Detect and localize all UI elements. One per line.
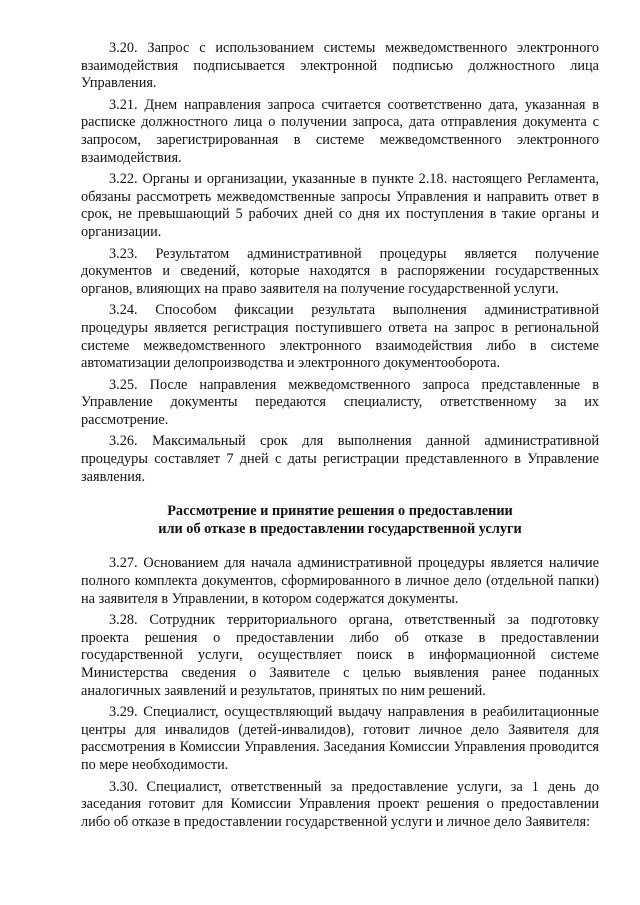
section-heading-line-2: или об отказе в предоставлении государственной услуги — [158, 520, 522, 537]
paragraph-3-28: 3.28. Сотрудник территориального органа, ответственный за подготовку проекта решения о предоставлении либо об отказе в предоставлении государственной услуги, осуществляет поиск в информационной системе Министерства сведения о Заявителе с целью выявления ранее поданных аналогичных заявлений и результатов, принятых по ним решений. — [81, 612, 599, 699]
paragraph-3-24: 3.24. Способом фиксации результата выполнения административной процедуры является регистрация поступившего ответа на запрос в региональной системе межведомственного электронного взаимодействия либо в системе автоматизации делопроизводства и электронного документооборота. — [81, 302, 599, 372]
paragraph-3-20: 3.20. Запрос с использованием системы межведомственного электронного взаимодействия подписывается электронной подписью должностного лица Управления. — [81, 40, 599, 92]
paragraph-3-23: 3.23. Результатом административной процедуры является получение документов и сведений, которые находятся в распоряжении государственных органов, влияющих на право заявителя на получение государственной услуги. — [81, 245, 599, 297]
document-body — [81, 40, 599, 835]
paragraph-3-26: 3.26. Максимальный срок для выполнения данной административной процедуры составляет 7 дней с даты регистрации представленного в Управление заявления. — [81, 433, 599, 485]
paragraph-3-27: 3.27. Основанием для начала административной процедуры является наличие полного комплекта документов, сформированного в личное дело (отдельной папки) на заявителя в Управлении, в котором содержатся документы. — [81, 555, 599, 607]
paragraph-3-22: 3.22. Органы и организации, указанные в пункте 2.18. настоящего Регламента, обязаны рассмотреть межведомственные запросы Управления и направить ответ в срок, не превышающий 5 рабочих дней со дня их поступления в такие органы и организации. — [81, 171, 599, 240]
paragraph-3-30: 3.30. Специалист, ответственный за предоставление услуги, за 1 день до заседания готовит для Комиссии Управления проект решения о предоставлении либо об отказе в предоставлении государственной услуги и личное дело Заявителя: — [81, 778, 599, 830]
paragraph-3-25: 3.25. После направления межведомственного запроса представленные в Управление документы передаются специалисту, ответственному за их рассмотрение. — [81, 376, 599, 428]
section-heading-line-1: Рассмотрение и принятие решения о предоставлении — [167, 503, 513, 520]
paragraph-3-21: 3.21. Днем направления запроса считается соответственно дата, указанная в расписке должностного лица о получении запроса, дата отправления документа с запросом, зарегистрированная в системе межведомственного электронного взаимодействия. — [81, 96, 599, 166]
paragraph-3-29: 3.29. Специалист, осуществляющий выдачу направления в реабилитационные центры для инвалидов (детей-инвалидов), готовит личное дело Заявителя для рассмотрения в Комиссии Управления. Заседания Комиссии Управления проводится по мере необходимости. — [81, 704, 599, 773]
section-heading — [81, 503, 599, 538]
